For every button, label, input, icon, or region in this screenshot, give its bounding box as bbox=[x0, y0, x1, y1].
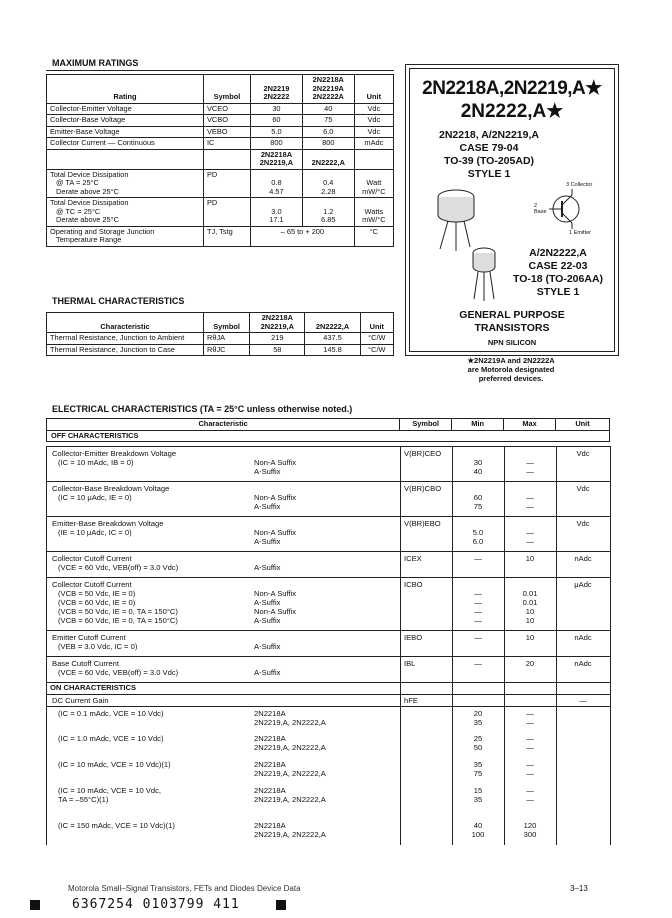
max-ratings-table bbox=[46, 74, 394, 247]
dc-gain-cell: hFE bbox=[404, 696, 418, 705]
case2-style: STYLE 1 bbox=[536, 286, 580, 298]
part-box bbox=[405, 64, 619, 356]
sub-col-b: 2N2222,A bbox=[302, 149, 354, 169]
min-value: 30 40 bbox=[473, 458, 483, 476]
part-list: 2N2218A 2N2219,A, 2N2222,A bbox=[254, 786, 326, 804]
dc-gain-cell: — bbox=[579, 696, 587, 705]
column-rule bbox=[556, 446, 557, 845]
page-number: 3–13 bbox=[570, 884, 588, 893]
symbol: IBL bbox=[404, 659, 416, 668]
col-a: 2N2218A 2N2219,A bbox=[250, 313, 305, 333]
table-row: Collector-Emitter Voltage VCEO 30 40 Vdc bbox=[47, 103, 394, 115]
char-condition: (IC = 1.0 mAdc, VCE = 10 Vdc) bbox=[58, 734, 164, 743]
max-value: — — bbox=[526, 760, 534, 778]
npn-silicon: NPN SILICON bbox=[487, 338, 537, 347]
barcode-text: 6367254 0103799 411 bbox=[72, 897, 240, 912]
max-value: — — bbox=[526, 528, 534, 546]
case2-package: TO-18 (TO-206AA) bbox=[512, 273, 604, 285]
dc-gain-head bbox=[46, 694, 610, 706]
table-row: Operating and Storage Junction Temperature Range TJ, Tstg – 65 to + 200 °C bbox=[47, 226, 394, 246]
char-suffix: A-Suffix bbox=[254, 668, 281, 677]
dc-gain-cell: DC Current Gain bbox=[52, 696, 109, 705]
pin-collector: 3 Collector bbox=[566, 182, 593, 188]
char-label: Collector-Emitter Breakdown Voltage bbox=[52, 449, 177, 458]
max-value: 10 bbox=[525, 554, 535, 563]
min-value: 35 75 bbox=[473, 760, 483, 778]
char-suffix: Non-A Suffix A-Suffix Non-A Suffix A-Suffix bbox=[254, 589, 297, 625]
part-list: 2N2218A 2N2219,A, 2N2222,A bbox=[254, 821, 326, 839]
unit: Vdc bbox=[576, 519, 590, 528]
min-value: 15 35 bbox=[473, 786, 483, 804]
col-symbol: Symbol bbox=[204, 313, 250, 333]
char-label: Collector-Base Breakdown Voltage bbox=[52, 484, 170, 493]
char-condition: (VCE = 60 Vdc, VEB(off) = 3.0 Vdc) bbox=[58, 563, 179, 572]
table-row bbox=[46, 481, 610, 517]
char-condition: (IC = 10 mAdc, IB = 0) bbox=[58, 458, 134, 467]
table-row: Emitter-Base Voltage VEBO 5.0 6.0 Vdc bbox=[47, 126, 394, 138]
char-condition: (VEB = 3.0 Vdc, IC = 0) bbox=[58, 642, 138, 651]
preferred-note: ★2N2219A and 2N2222A are Motorola designated preferred devices. bbox=[467, 356, 555, 383]
char-condition: (IC = 10 mAdc, VCE = 10 Vdc, TA = –55°C)(1) bbox=[58, 786, 161, 804]
symbol: IEBO bbox=[404, 633, 423, 642]
min-value: 40 100 bbox=[471, 821, 485, 839]
column-rule bbox=[610, 446, 611, 845]
table-row: Thermal Resistance, Junction to Ambient RθJA 219 437.5 °C/W bbox=[47, 333, 394, 345]
max-value: — — bbox=[526, 786, 534, 804]
char-suffix: A-Suffix bbox=[254, 642, 281, 651]
char-label: Collector Cutoff Current bbox=[52, 580, 132, 589]
col-symbol: Symbol bbox=[400, 419, 452, 431]
thermal-table bbox=[46, 312, 394, 356]
symbol: V(BR)CEO bbox=[404, 449, 442, 458]
part-list: 2N2218A 2N2219,A, 2N2222,A bbox=[254, 760, 326, 778]
min-value: — — — — bbox=[474, 589, 482, 625]
elec-table bbox=[46, 418, 610, 442]
min-value: 5.0 6.0 bbox=[472, 528, 484, 546]
max-value: — — bbox=[526, 709, 534, 727]
char-suffix: Non-A Suffix A-Suffix bbox=[254, 528, 297, 546]
table-row bbox=[46, 551, 610, 578]
column-rule bbox=[504, 446, 505, 845]
char-label: Emitter Cutoff Current bbox=[52, 633, 126, 642]
pin-emitter: 1 Emitter bbox=[569, 230, 592, 236]
case2-case: CASE 22-03 bbox=[528, 260, 588, 272]
elec-title: ELECTRICAL CHARACTERISTICS (TA = 25°C unless otherwise noted.) bbox=[52, 404, 353, 414]
table-row bbox=[46, 446, 610, 482]
col-symbol: Symbol bbox=[204, 75, 251, 104]
col-unit: Unit bbox=[556, 419, 610, 431]
char-label: Base Cutoff Current bbox=[52, 659, 119, 668]
part-title-2: 2N2222,A★ bbox=[460, 101, 564, 122]
table-row bbox=[46, 656, 610, 683]
off-section: OFF CHARACTERISTICS bbox=[47, 430, 610, 442]
min-value: 25 50 bbox=[473, 734, 483, 752]
unit: Vdc bbox=[576, 449, 590, 458]
sub-col-a: 2N2218A 2N2219,A bbox=[251, 149, 303, 169]
symbol: ICBO bbox=[404, 580, 423, 589]
case1-parts: 2N2218, A/2N2219,A bbox=[438, 129, 539, 141]
min-value: 60 75 bbox=[473, 493, 483, 511]
table-row bbox=[46, 758, 610, 784]
column-rule bbox=[452, 446, 453, 845]
char-suffix: Non-A Suffix A-Suffix bbox=[254, 458, 297, 476]
table-row bbox=[46, 732, 610, 758]
table-row: Total Device Dissipation @ TC = 25°C Derate above 25°C PD 3.0 17.1 1.2 6.85 Watts mW/°C bbox=[47, 198, 394, 227]
unit: Vdc bbox=[576, 484, 590, 493]
col-unit: Unit bbox=[354, 75, 393, 104]
table-row bbox=[46, 630, 610, 657]
table-row bbox=[46, 706, 610, 733]
table-row: Total Device Dissipation @ TA = 25°C Derate above 25°C PD 0.8 4.57 0.4 2.28 Watt mW/°C bbox=[47, 169, 394, 198]
case1-package: TO-39 (TO-205AD) bbox=[443, 155, 535, 167]
part-list: 2N2218A 2N2219,A, 2N2222,A bbox=[254, 709, 326, 727]
col-min: Min bbox=[452, 419, 504, 431]
transistors: TRANSISTORS bbox=[474, 322, 550, 334]
divider bbox=[46, 70, 394, 71]
table-row bbox=[46, 577, 610, 631]
to18-package-icon bbox=[464, 243, 504, 303]
table-row: Collector Current — Continuous IC 800 800 mAdc bbox=[47, 138, 394, 150]
footer-source: Motorola Small–Signal Transistors, FETs and Diodes Device Data bbox=[68, 884, 301, 893]
part-list: 2N2218A 2N2219,A, 2N2222,A bbox=[254, 734, 326, 752]
table-row: Thermal Resistance, Junction to Case RθJC 58 145.8 °C/W bbox=[47, 344, 394, 356]
npn-symbol-icon bbox=[546, 187, 586, 231]
col-rating: Rating bbox=[47, 75, 204, 104]
char-condition: (IC = 10 μAdc, IE = 0) bbox=[58, 493, 132, 502]
table-row bbox=[46, 516, 610, 552]
unit: nAdc bbox=[574, 633, 592, 642]
symbol: V(BR)EBO bbox=[404, 519, 441, 528]
max-value: — — bbox=[526, 734, 534, 752]
col-b: 2N2218A 2N2219A 2N2222A bbox=[302, 75, 354, 104]
char-condition: (VCE = 60 Vdc, VEB(off) = 3.0 Vdc) bbox=[58, 668, 179, 677]
max-ratings-title: MAXIMUM RATINGS bbox=[52, 58, 139, 68]
barcode-block-icon bbox=[276, 900, 286, 910]
case1-style: STYLE 1 bbox=[467, 168, 511, 180]
max-value: — — bbox=[526, 493, 534, 511]
max-value: 120 300 bbox=[523, 821, 537, 839]
column-rule bbox=[46, 446, 47, 845]
max-value: 20 bbox=[525, 659, 535, 668]
case1-case: CASE 79-04 bbox=[459, 142, 519, 154]
char-label: Collector Cutoff Current bbox=[52, 554, 132, 563]
column-rule bbox=[400, 446, 401, 845]
col-a: 2N2219 2N2222 bbox=[251, 75, 303, 104]
char-condition: (VCB = 50 Vdc, IE = 0) (VCB = 60 Vdc, IE = 0) (VCB = 50 Vdc, IE = 0, TA = 150°C) (VCB = 60 Vdc, IE = 0, TA = 150°C) bbox=[58, 589, 178, 625]
symbol: ICEX bbox=[404, 554, 422, 563]
char-condition: (IC = 0.1 mAdc, VCE = 10 Vdc) bbox=[58, 709, 164, 718]
col-characteristic: Characteristic bbox=[47, 419, 400, 431]
char-condition: (IE = 10 μAdc, IC = 0) bbox=[58, 528, 132, 537]
col-unit: Unit bbox=[360, 313, 393, 333]
char-condition: (IC = 150 mAdc, VCE = 10 Vdc)(1) bbox=[58, 821, 175, 830]
max-value: 0.01 0.01 10 10 bbox=[522, 589, 538, 625]
min-value: 20 35 bbox=[473, 709, 483, 727]
on-section: ON CHARACTERISTICS bbox=[46, 682, 610, 695]
pin-base: 2 Base bbox=[534, 203, 547, 215]
min-value: — bbox=[474, 633, 482, 642]
general-purpose: GENERAL PURPOSE bbox=[459, 309, 565, 321]
char-label: Emitter-Base Breakdown Voltage bbox=[52, 519, 164, 528]
char-suffix: Non-A Suffix A-Suffix bbox=[254, 493, 297, 511]
unit: nAdc bbox=[574, 554, 592, 563]
max-value: 10 bbox=[525, 633, 535, 642]
table-row bbox=[46, 784, 610, 819]
max-value: — — bbox=[526, 458, 534, 476]
unit: μAdc bbox=[574, 580, 592, 589]
min-value: — bbox=[474, 659, 482, 668]
min-value: — bbox=[474, 554, 482, 563]
case2-parts: A/2N2222,A bbox=[529, 247, 587, 259]
part-title-1: 2N2218A,2N2219,A★ bbox=[422, 78, 602, 99]
table-row: Collector-Base Voltage VCBO 60 75 Vdc bbox=[47, 115, 394, 127]
table-row bbox=[46, 819, 610, 845]
thermal-title: THERMAL CHARACTERISTICS bbox=[52, 296, 185, 306]
col-max: Max bbox=[504, 419, 556, 431]
char-suffix: A-Suffix bbox=[254, 563, 281, 572]
barcode-block-icon bbox=[30, 900, 40, 910]
unit: nAdc bbox=[574, 659, 592, 668]
col-characteristic: Characteristic bbox=[47, 313, 204, 333]
col-b: 2N2222,A bbox=[305, 313, 360, 333]
symbol: V(BR)CBO bbox=[404, 484, 442, 493]
char-condition: (IC = 10 mAdc, VCE = 10 Vdc)(1) bbox=[58, 760, 171, 769]
